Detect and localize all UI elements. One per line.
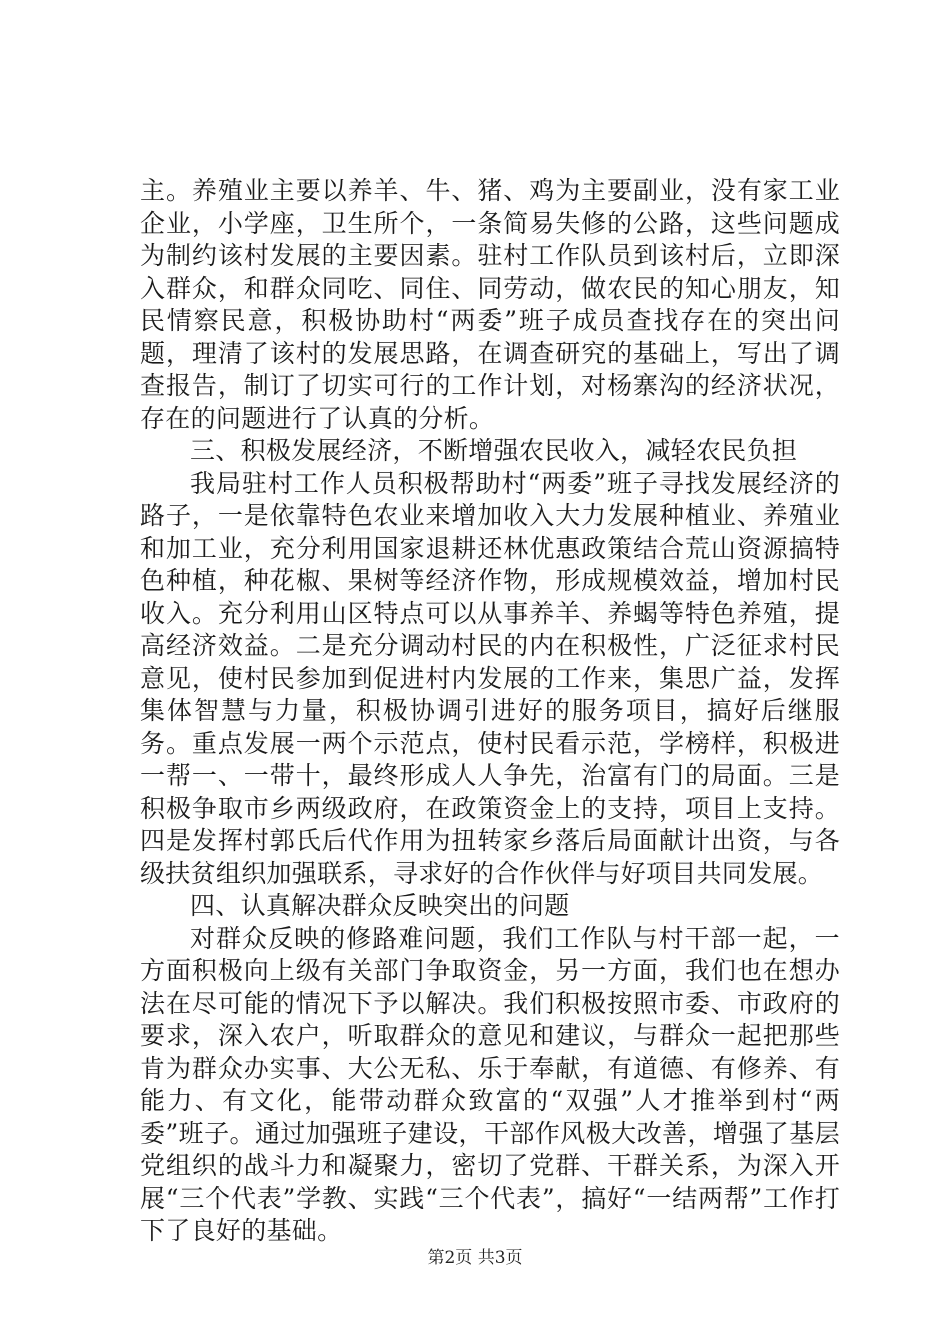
section-heading-3: 三、积极发展经济，不断增强农民收入，减轻农民负担 bbox=[190, 436, 798, 465]
paragraph-economy: 我局驻村工作人员积极帮助村“两委”班子寻找发展经济的路子，一是依靠特色农业来增加收入大力发展种植业、养殖业和加工业，充分利用国家退耕还林优惠政策结合荒山资源搞特色种植，种花椒、果树等经济作物，形成规模效益，增加村民收入。充分利用山区特点可以从事养羊、养蝎等特色养殖，提高经济效益。二是充分调动村民的内在积极性，广泛征求村民意见，使村民参加到促进村内发展的工作来，集思广益，发挥集体智慧与力量，积极协调引进好的服务项目，搞好后继服务。重点发展一两个示范点，使村民看示范，学榜样，积极进一帮一、一带十，最终形成人人争先，治富有门的局面。三是积极争取市乡两级政府，在政策资金上的支持，项目上支持。四是发挥村郭氏后代作用为扭转家乡落后局面献计出资，与各级扶贫组织加强联系，寻求好的合作伙伴与好项目共同发展。 bbox=[140, 468, 840, 888]
document-body bbox=[140, 175, 840, 1248]
paragraph-intro: 主。养殖业主要以养羊、牛、猪、鸡为主要副业，没有家工业企业，小学座，卫生所个，一条简易失修的公路，这些问题成为制约该村发展的主要因素。驻村工作队员到该村后，立即深入群众，和群众同吃、同住、同劳动，做农民的知心朋友，知民情察民意，积极协助村“两委”班子成员查找存在的突出问题，理清了该村的发展思路，在调查研究的基础上，写出了调查报告，制订了切实可行的工作计划，对杨寨沟的经济状况，存在的问题进行了认真的分析。 bbox=[140, 176, 840, 433]
page-footer: 第2页 共3页 bbox=[427, 1248, 523, 1268]
section-heading-4: 四、认真解决群众反映突出的问题 bbox=[190, 891, 570, 920]
paragraph-issues: 对群众反映的修路难问题，我们工作队与村干部一起，一方面积极向上级有关部门争取资金，另一方面，我们也在想办法在尽可能的情况下予以解决。我们积极按照市委、市政府的要求，深入农户，听取群众的意见和建议，与群众一起把那些肯为群众办实事、大公无私、乐于奉献，有道德、有修养、有能力、有文化，能带动群众致富的“双强”人才推举到村“两委”班子。通过加强班子建设，干部作风极大改善，增强了基层党组织的战斗力和凝聚力，密切了党群、干群关系，为深入开展“三个代表”学教、实践“三个代表”，搞好“一结两帮”工作打下了良好的基础。 bbox=[140, 923, 840, 1245]
